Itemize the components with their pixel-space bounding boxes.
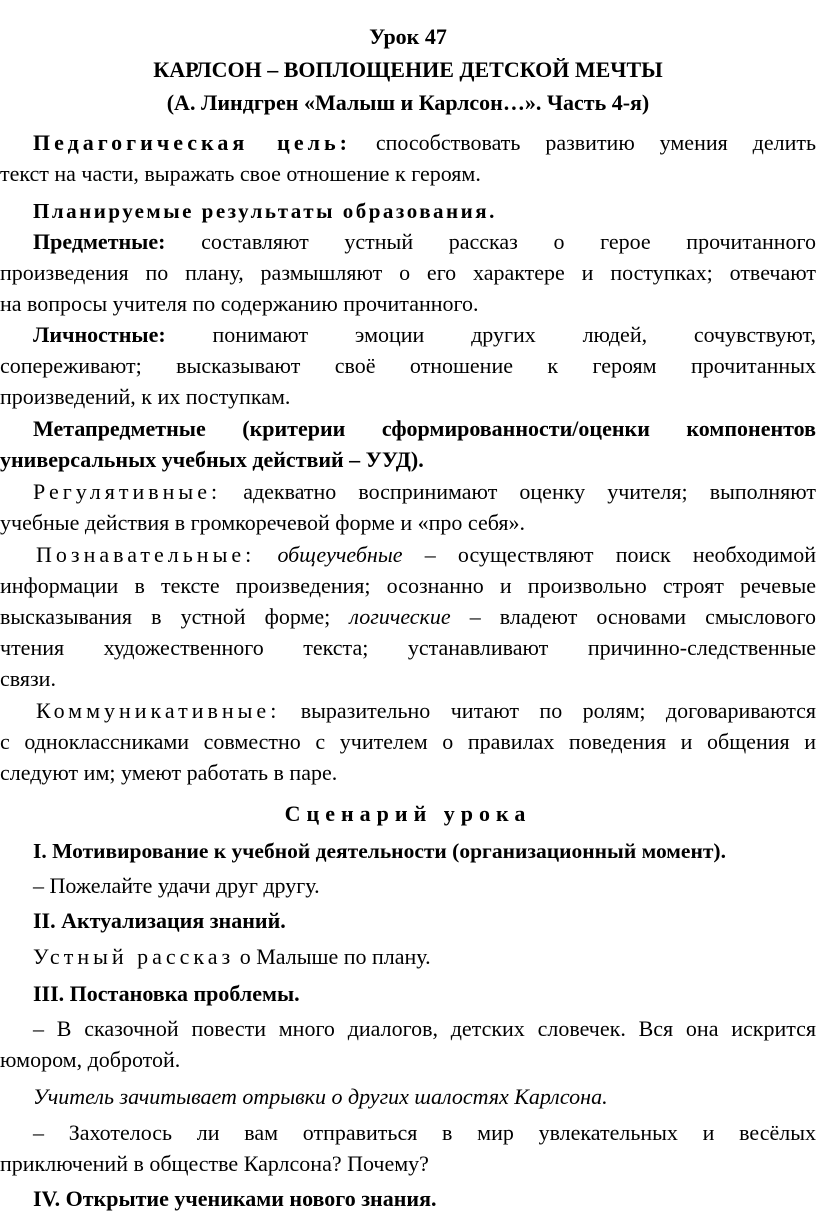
section-3-italic-note: Учитель зачитывает отрывки о других шалостях Карлсона.: [33, 1084, 608, 1109]
meta-line-2: универсальных учебных действий – УУД).: [0, 447, 424, 472]
meta-line-1: Метапредметные (критерии сформированности/оценки компонентов: [33, 416, 816, 441]
regulatory-line-2: учебные действия в громкоречевой форме и «про себя».: [0, 510, 525, 535]
cognitive-label: Познавательные:: [36, 542, 256, 567]
personal-line-2: сопереживают; высказывают своё отношение к героям прочитанных: [0, 353, 816, 378]
section-2-text: Устный рассказ о Малыше по плану.: [33, 944, 431, 969]
results-heading: Планируемые результаты образования.: [33, 199, 497, 223]
cognitive-line-3: высказывания в устной форме; логические – владеют основами смыслового: [0, 604, 816, 629]
goal-label: Педагогическая цель:: [33, 130, 351, 155]
communicative-line-3: следуют им; умеют работать в паре.: [0, 760, 338, 785]
section-3-line-2: юмором, добротой.: [0, 1047, 181, 1072]
subject-line-3: на вопросы учителя по содержанию прочитанного.: [0, 291, 479, 316]
cognitive-line-1: Познавательные: общеучебные – осуществляют поиск необходимой: [36, 542, 816, 567]
personal-line-1: Личностные: понимают эмоции других людей, сочувствуют,: [33, 322, 816, 347]
section-3-title: III. Постановка проблемы.: [33, 981, 300, 1006]
lesson-title: КАРЛСОН – ВОПЛОЩЕНИЕ ДЕТСКОЙ МЕЧТЫ: [153, 57, 663, 82]
subject-label: Предметные:: [33, 229, 166, 254]
lesson-number: Урок 47: [369, 24, 447, 49]
regulatory-label: Регулятивные:: [33, 479, 222, 504]
section-2-title: II. Актуализация знаний.: [33, 908, 286, 933]
section-2-label: Устный рассказ: [33, 944, 235, 969]
cognitive-line-4: чтения художественного текста; устанавливают причинно-следственные: [0, 635, 816, 660]
goal-line-2: текст на части, выражать свое отношение к героям.: [0, 161, 481, 186]
regulatory-line-1: Регулятивные: адекватно воспринимают оценку учителя; выполняют: [33, 479, 816, 504]
cognitive-line-2: информации в тексте произведения; осознанно и произвольно строят речевые: [0, 573, 816, 598]
goal-line-1: Педагогическая цель: способствовать развитию умения делить: [33, 130, 816, 155]
subject-line-2: произведения по плану, размышляют о его характере и поступках; отвечают: [0, 260, 816, 285]
personal-line-3: произведений, к их поступкам.: [0, 384, 291, 409]
cognitive-line-5: связи.: [0, 666, 56, 691]
section-3-question-1: – Захотелось ли вам отправиться в мир увлекательных и весёлых: [33, 1120, 816, 1145]
section-1-text: – Пожелайте удачи друг другу.: [33, 873, 320, 898]
communicative-label: Коммуникативные:: [36, 698, 281, 723]
section-3-question-2: приключений в обществе Карлсона? Почему?: [0, 1151, 429, 1176]
section-3-line-1: – В сказочной повести много диалогов, детских словечек. Вся она искрится: [33, 1016, 816, 1041]
personal-label: Личностные:: [33, 322, 166, 347]
section-1-title: I. Мотивирование к учебной деятельности (организационный момент).: [33, 839, 726, 863]
lesson-subtitle: (А. Линдгрен «Малыш и Карлсон…». Часть 4-я): [166, 90, 650, 115]
communicative-line-1: Коммуникативные: выразительно читают по ролям; договариваются: [36, 698, 816, 723]
section-4-title: IV. Открытие учениками нового знания.: [33, 1186, 437, 1211]
communicative-line-2: с одноклассниками совместно с учителем о правилах поведения и общения и: [0, 729, 816, 754]
subject-line-1: Предметные: составляют устный рассказ о герое прочитанного: [33, 229, 816, 254]
scenario-heading: Сценарий урока: [284, 801, 532, 826]
